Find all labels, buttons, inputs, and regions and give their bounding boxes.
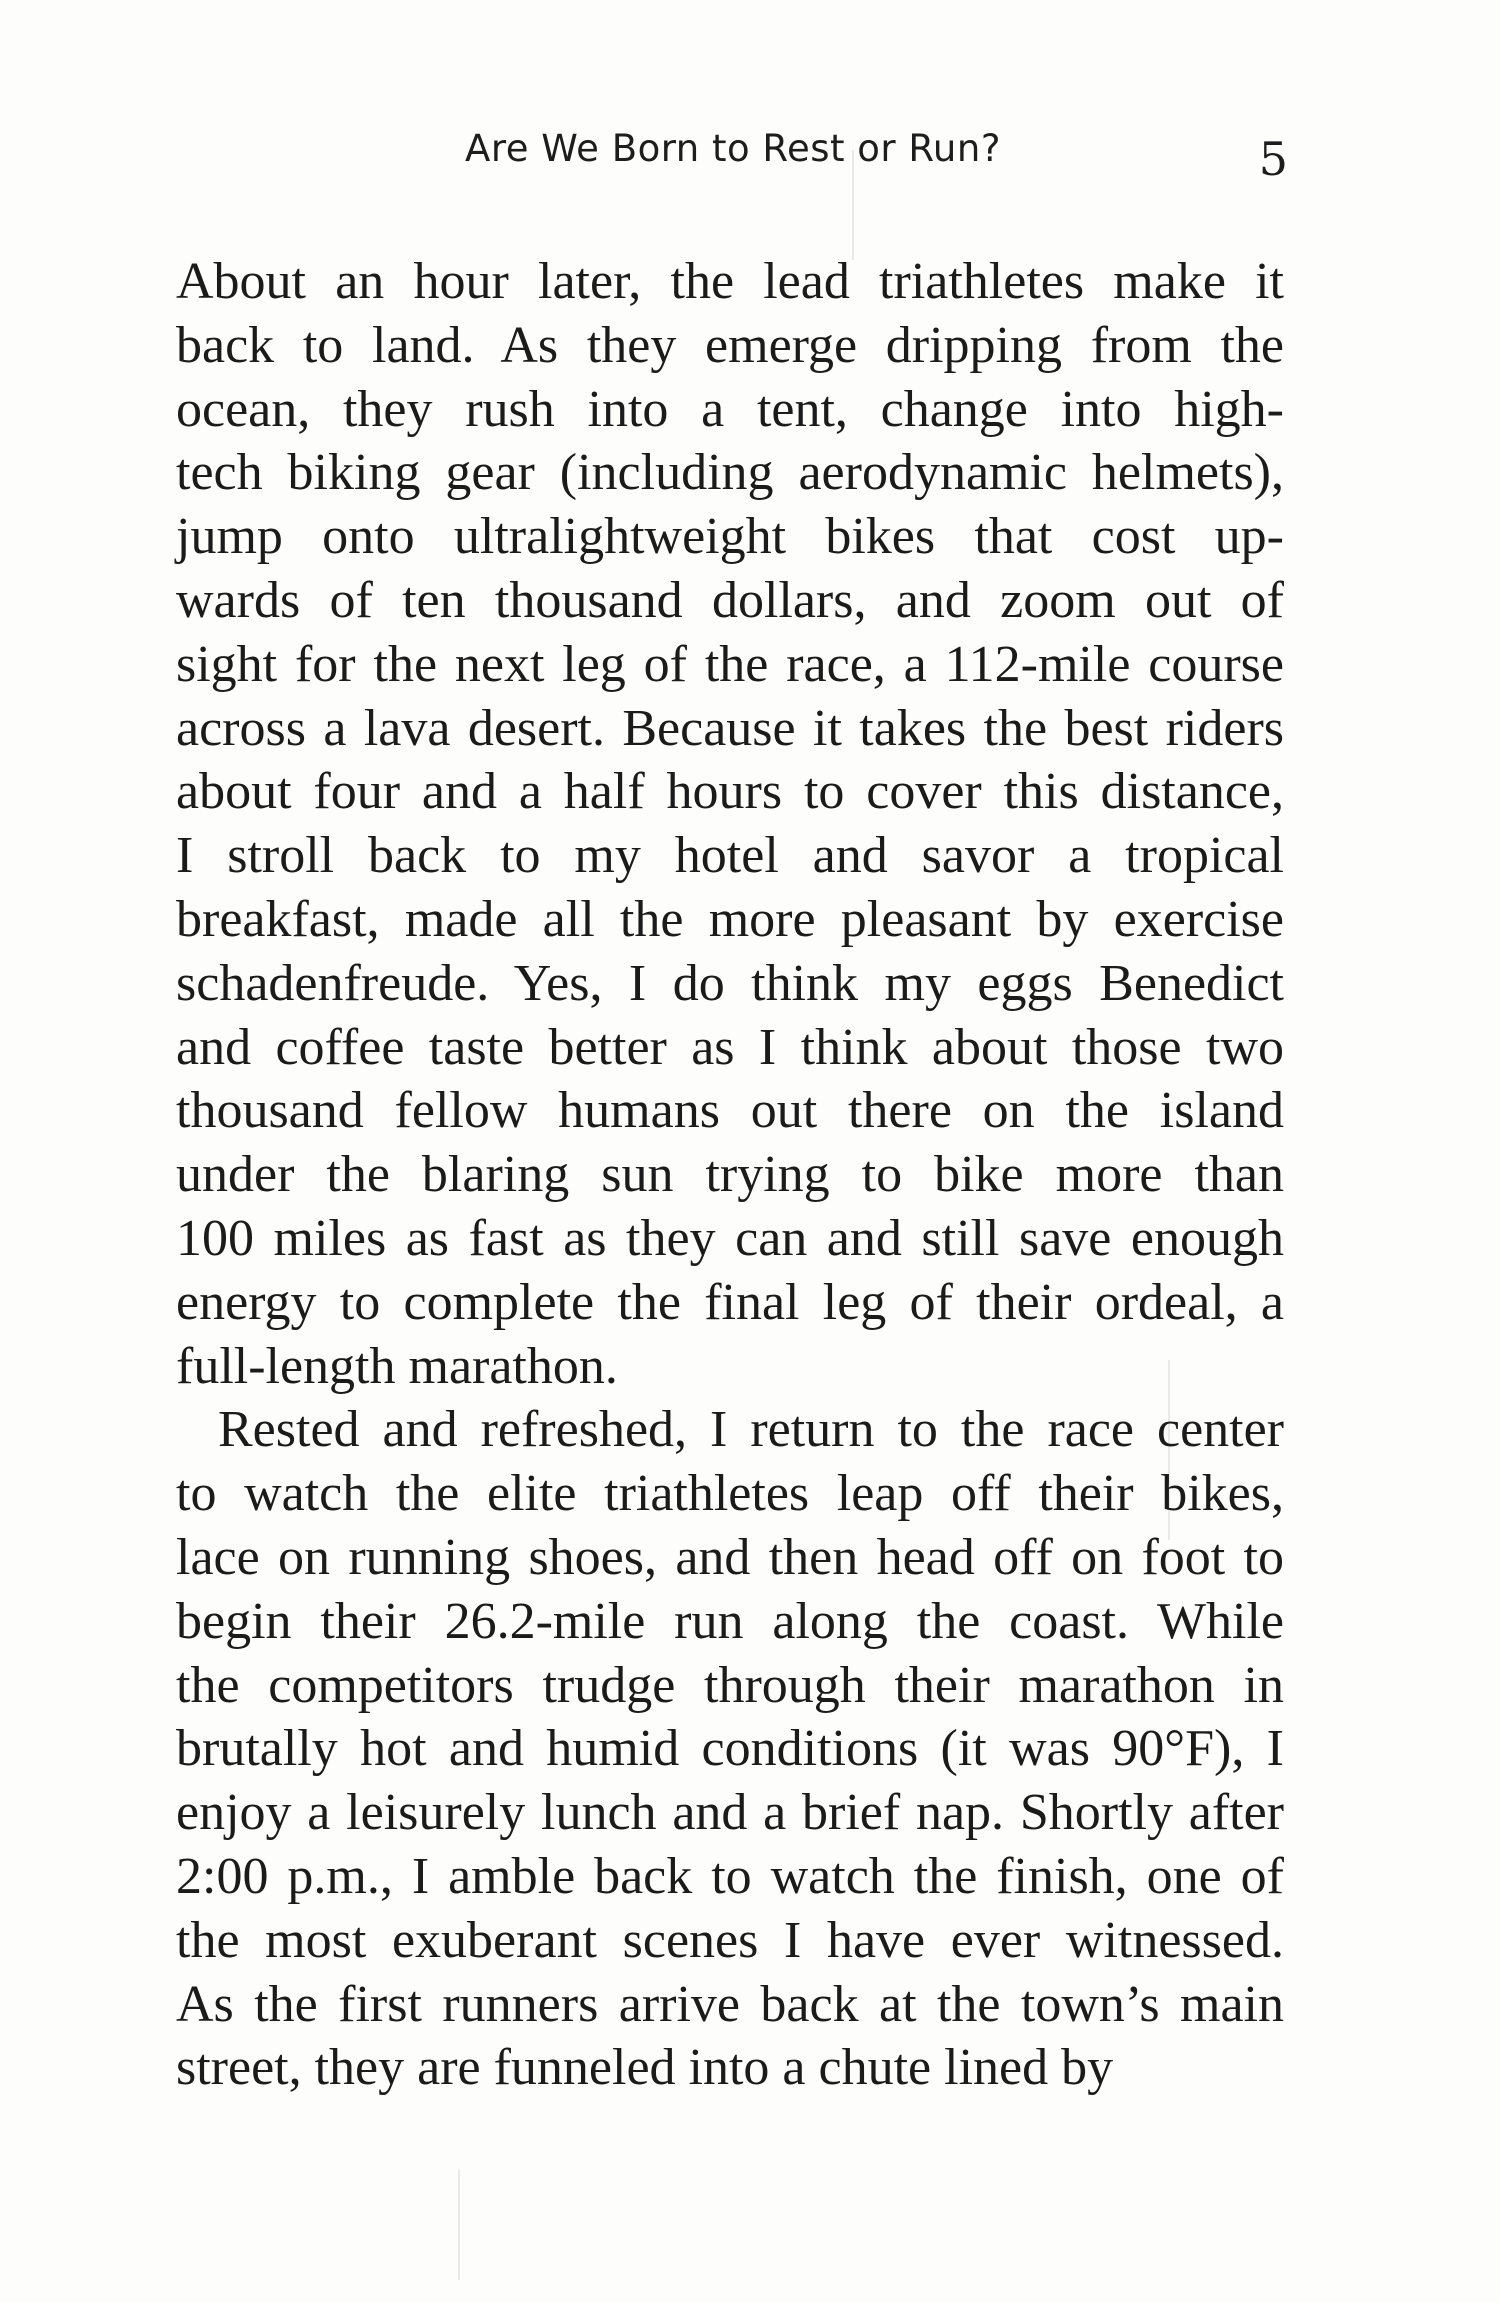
- text-line: ocean, they rush into a tent, change into high-: [176, 380, 1284, 438]
- text-line: begin their 26.2-mile run along the coast. While: [176, 1592, 1284, 1650]
- text-line: brutally hot and humid conditions (it was 90°F), I: [176, 1720, 1284, 1778]
- text-line: the competitors trudge through their marathon in: [176, 1656, 1284, 1714]
- scan-artifact: [458, 2170, 460, 2280]
- text-line: 2:00 p.m., I amble back to watch the finish, one of: [176, 1847, 1284, 1905]
- text-line: enjoy a leisurely lunch and a brief nap. Shortly after: [176, 1784, 1284, 1842]
- text-line: back to land. As they emerge dripping from the: [176, 316, 1284, 374]
- running-title: Are We Born to Rest or Run?: [465, 127, 1001, 170]
- text-line: about four and a half hours to cover this distance,: [176, 763, 1284, 821]
- text-line: breakfast, made all the more pleasant by exercise: [176, 890, 1284, 948]
- page-number: 5: [1258, 132, 1288, 186]
- text-line: full-length marathon.: [176, 1337, 618, 1395]
- text-line: thousand fellow humans out there on the island: [176, 1082, 1284, 1140]
- text-line: energy to complete the final leg of their ordeal, a: [176, 1273, 1284, 1331]
- text-line: About an hour later, the lead triathletes make it: [176, 253, 1284, 310]
- text-line: to watch the elite triathletes leap off their bikes,: [176, 1465, 1284, 1523]
- paragraph: [176, 250, 1284, 1398]
- paragraph: [176, 1398, 1284, 2100]
- text-line: and coffee taste better as I think about those two: [176, 1018, 1284, 1076]
- text-line: under the blaring sun trying to bike more than: [176, 1146, 1284, 1204]
- text-line: lace on running shoes, and then head off on foot to: [176, 1528, 1284, 1586]
- body-text: [176, 250, 1284, 2100]
- text-line: wards of ten thousand dollars, and zoom out of: [176, 571, 1284, 629]
- page-header: [178, 120, 1288, 190]
- text-line: jump onto ultralightweight bikes that cost up-: [176, 508, 1284, 566]
- text-line: 100 miles as fast as they can and still save enough: [176, 1209, 1284, 1267]
- text-line: the most exuberant scenes I have ever witnessed.: [176, 1911, 1284, 1969]
- text-line: Rested and refreshed, I return to the race center: [218, 1401, 1284, 1459]
- text-line: street, they are funneled into a chute lined by: [176, 2039, 1114, 2097]
- text-line: tech biking gear (including aerodynamic helmets),: [176, 444, 1284, 502]
- text-line: As the first runners arrive back at the town’s main: [176, 1975, 1284, 2033]
- text-line: I stroll back to my hotel and savor a tropical: [176, 827, 1284, 885]
- text-line: across a lava desert. Because it takes the best riders: [176, 699, 1284, 757]
- text-line: schadenfreude. Yes, I do think my eggs Benedict: [176, 954, 1284, 1012]
- text-line: sight for the next leg of the race, a 112-mile course: [176, 635, 1284, 693]
